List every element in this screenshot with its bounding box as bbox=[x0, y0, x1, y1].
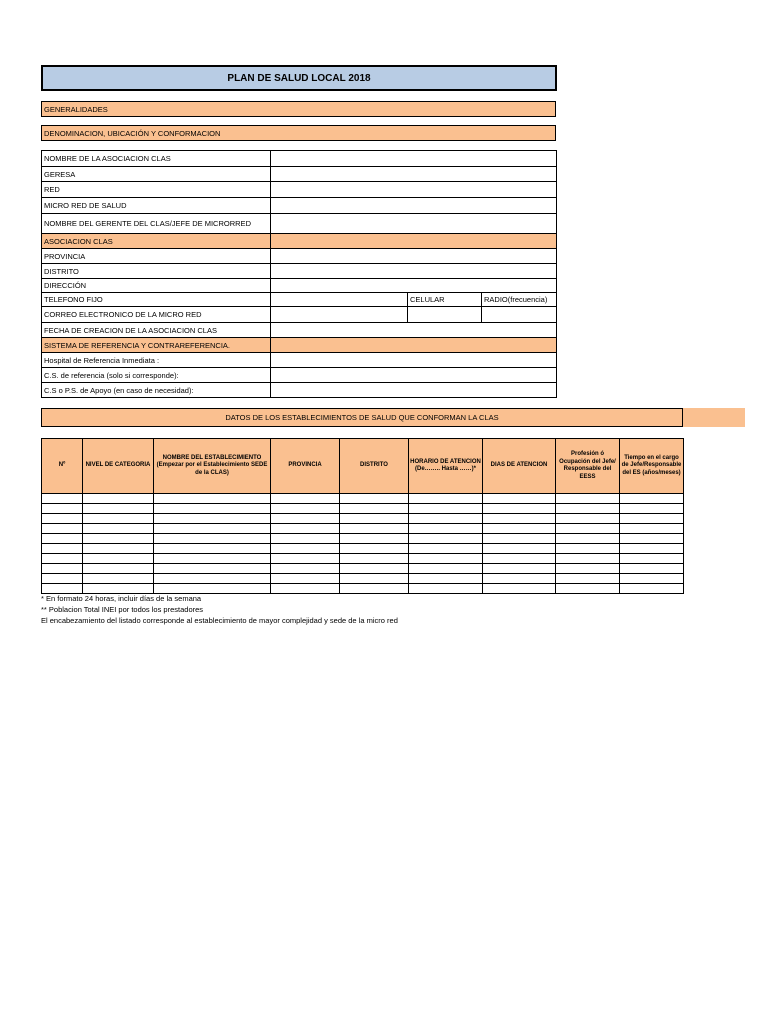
table-cell[interactable] bbox=[409, 564, 483, 574]
table-cell[interactable] bbox=[483, 514, 556, 524]
table-row bbox=[42, 544, 684, 554]
form-row bbox=[42, 264, 557, 279]
form-row-section bbox=[42, 338, 557, 353]
table-cell[interactable] bbox=[271, 504, 340, 514]
table-cell[interactable] bbox=[620, 564, 684, 574]
form-label: GERESA bbox=[42, 167, 271, 182]
col-header-nombre: NOMBRE DEL ESTABLECIMIENTO (Empezar por el Establecimiento SEDE de la CLAS) bbox=[154, 439, 271, 494]
table-cell[interactable] bbox=[42, 534, 83, 544]
table-cell[interactable] bbox=[409, 514, 483, 524]
table-row bbox=[42, 504, 684, 514]
table-cell[interactable] bbox=[483, 554, 556, 564]
table-row bbox=[42, 524, 684, 534]
table-cell[interactable] bbox=[271, 494, 340, 504]
form-value-cell[interactable] bbox=[271, 151, 557, 167]
table-cell[interactable] bbox=[42, 494, 83, 504]
table-header-row bbox=[42, 439, 684, 494]
table-cell[interactable] bbox=[340, 504, 409, 514]
form-label: MICRO RED DE SALUD bbox=[42, 198, 271, 214]
table-cell[interactable] bbox=[556, 494, 620, 504]
form-row bbox=[42, 383, 557, 398]
table-cell[interactable] bbox=[42, 504, 83, 514]
table-cell[interactable] bbox=[154, 534, 271, 544]
establecimientos-body bbox=[42, 494, 684, 594]
page-title: PLAN DE SALUD LOCAL 2018 bbox=[41, 65, 557, 91]
form-row bbox=[42, 307, 557, 323]
table-cell[interactable] bbox=[271, 554, 340, 564]
form-row bbox=[42, 249, 557, 264]
form-value-cell[interactable] bbox=[271, 353, 557, 368]
table-cell[interactable] bbox=[340, 524, 409, 534]
form-label: CORREO ELECTRONICO DE LA MICRO RED bbox=[42, 307, 271, 323]
form-value-cell[interactable] bbox=[271, 323, 557, 338]
table-cell[interactable] bbox=[42, 554, 83, 564]
table-cell[interactable] bbox=[483, 564, 556, 574]
info-form-table bbox=[41, 150, 557, 398]
form-label: RED bbox=[42, 182, 271, 198]
table-cell[interactable] bbox=[340, 584, 409, 594]
table-cell[interactable] bbox=[620, 544, 684, 554]
table-cell[interactable] bbox=[409, 574, 483, 584]
form-label: C.S o P.S. de Apoyo (en caso de necesidad): bbox=[42, 383, 271, 398]
table-cell[interactable] bbox=[154, 574, 271, 584]
table-cell[interactable] bbox=[409, 534, 483, 544]
table-cell[interactable] bbox=[340, 534, 409, 544]
table-cell[interactable] bbox=[556, 554, 620, 564]
table-cell[interactable] bbox=[556, 514, 620, 524]
table-cell[interactable] bbox=[154, 564, 271, 574]
table-cell[interactable] bbox=[271, 544, 340, 554]
form-row bbox=[42, 368, 557, 383]
table-cell[interactable] bbox=[556, 544, 620, 554]
table-cell[interactable] bbox=[83, 574, 154, 584]
section-denominacion: DENOMINACION, UBICACIÓN Y CONFORMACION bbox=[41, 125, 556, 141]
establecimientos-table bbox=[41, 438, 684, 594]
form-row bbox=[42, 198, 557, 214]
form-value-cell[interactable] bbox=[271, 338, 557, 353]
form-row bbox=[42, 323, 557, 338]
col-header-profesion: Profesión ó Ocupación del Jefe/ Responsable del EESS bbox=[556, 439, 620, 494]
table-cell[interactable] bbox=[154, 504, 271, 514]
form-value-cell[interactable] bbox=[271, 214, 557, 234]
form-row bbox=[42, 182, 557, 198]
form-value-cell[interactable] bbox=[271, 249, 557, 264]
table-cell[interactable] bbox=[83, 524, 154, 534]
form-label: Hospital de Referencia Inmediata : bbox=[42, 353, 271, 368]
table-cell[interactable] bbox=[42, 574, 83, 584]
table-cell[interactable] bbox=[83, 564, 154, 574]
table-cell[interactable] bbox=[271, 524, 340, 534]
table-cell[interactable] bbox=[556, 504, 620, 514]
footnote-poblacion: ** Poblacion Total INEI por todos los prestadores bbox=[41, 605, 204, 614]
telefono-value-cell[interactable] bbox=[271, 293, 408, 307]
form-row bbox=[42, 167, 557, 182]
table-cell[interactable] bbox=[83, 504, 154, 514]
table-cell[interactable] bbox=[83, 554, 154, 564]
form-label: PROVINCIA bbox=[42, 249, 271, 264]
form-value-cell[interactable] bbox=[271, 368, 557, 383]
table-cell[interactable] bbox=[483, 544, 556, 554]
table-cell[interactable] bbox=[483, 574, 556, 584]
table-cell[interactable] bbox=[409, 504, 483, 514]
table-cell[interactable] bbox=[556, 524, 620, 534]
table-cell[interactable] bbox=[620, 494, 684, 504]
table-cell[interactable] bbox=[620, 504, 684, 514]
table-cell[interactable] bbox=[271, 574, 340, 584]
table-row bbox=[42, 564, 684, 574]
table-cell[interactable] bbox=[42, 584, 83, 594]
table-cell[interactable] bbox=[340, 554, 409, 564]
table-cell[interactable] bbox=[83, 534, 154, 544]
form-label: DIRECCIÓN bbox=[42, 279, 271, 293]
table-cell[interactable] bbox=[620, 554, 684, 564]
celular-label: CELULAR bbox=[408, 293, 482, 307]
table-cell[interactable] bbox=[340, 574, 409, 584]
table-cell[interactable] bbox=[42, 514, 83, 524]
table-cell[interactable] bbox=[620, 584, 684, 594]
table-cell[interactable] bbox=[556, 584, 620, 594]
form-row-telefono bbox=[42, 293, 557, 307]
table-cell[interactable] bbox=[409, 554, 483, 564]
form-row-section bbox=[42, 234, 557, 249]
table-cell[interactable] bbox=[483, 504, 556, 514]
col-header-nivel: NIVEL DE CATEGORIA bbox=[83, 439, 154, 494]
form-value-cell[interactable] bbox=[271, 279, 557, 293]
form-row bbox=[42, 353, 557, 368]
table-cell[interactable] bbox=[556, 564, 620, 574]
table-cell[interactable] bbox=[340, 494, 409, 504]
form-label: NOMBRE DEL GERENTE DEL CLAS/JEFE DE MICRORRED bbox=[42, 214, 271, 234]
form-label: C.S. de referencia (solo si corresponde): bbox=[42, 368, 271, 383]
footnote-encabezamiento: El encabezamiento del listado corresponde al establecimiento de mayor complejidad y sede de la micro red bbox=[41, 616, 398, 625]
radio-value-cell[interactable] bbox=[482, 307, 557, 323]
table-cell[interactable] bbox=[83, 584, 154, 594]
form-row bbox=[42, 151, 557, 167]
form-value-cell[interactable] bbox=[271, 198, 557, 214]
table-cell[interactable] bbox=[340, 564, 409, 574]
table-cell[interactable] bbox=[620, 574, 684, 584]
celular-value-cell[interactable] bbox=[408, 307, 482, 323]
table-cell[interactable] bbox=[271, 564, 340, 574]
radio-label: RADIO(frecuencia) bbox=[482, 293, 557, 307]
footnote-formato: * En formato 24 horas, incluir días de la semana bbox=[41, 594, 202, 603]
table-row bbox=[42, 574, 684, 584]
form-row bbox=[42, 279, 557, 293]
table-cell[interactable] bbox=[620, 524, 684, 534]
table-cell[interactable] bbox=[154, 494, 271, 504]
form-label: DISTRITO bbox=[42, 264, 271, 279]
table-cell[interactable] bbox=[556, 534, 620, 544]
form-value-cell[interactable] bbox=[271, 167, 557, 182]
col-header-dias: DIAS DE ATENCION bbox=[483, 439, 556, 494]
table-cell[interactable] bbox=[42, 544, 83, 554]
table-cell[interactable] bbox=[154, 514, 271, 524]
table-cell[interactable] bbox=[83, 494, 154, 504]
col-header-provincia: PROVINCIA bbox=[271, 439, 340, 494]
table-cell[interactable] bbox=[409, 524, 483, 534]
table-cell[interactable] bbox=[271, 514, 340, 524]
table-cell[interactable] bbox=[483, 534, 556, 544]
table-cell[interactable] bbox=[409, 584, 483, 594]
col-header-distrito: DISTRITO bbox=[340, 439, 409, 494]
table-row bbox=[42, 514, 684, 524]
col-header-numero: Nº bbox=[42, 439, 83, 494]
table-cell[interactable] bbox=[154, 554, 271, 564]
col-header-tiempo: Tiempo en el cargo de Jefe/Responsable del ES (años/meses) bbox=[620, 439, 684, 494]
table-cell[interactable] bbox=[620, 534, 684, 544]
form-label: NOMBRE DE LA ASOCIACION CLAS bbox=[42, 151, 271, 167]
table-cell[interactable] bbox=[340, 544, 409, 554]
form-label: FECHA DE CREACION DE LA ASOCIACION CLAS bbox=[42, 323, 271, 338]
table-cell[interactable] bbox=[271, 584, 340, 594]
form-value-cell[interactable] bbox=[271, 264, 557, 279]
table-cell[interactable] bbox=[154, 544, 271, 554]
datos-section-title: DATOS DE LOS ESTABLECIMIENTOS DE SALUD QUE CONFORMAN LA CLAS bbox=[41, 408, 683, 427]
form-value-cell[interactable] bbox=[271, 383, 557, 398]
form-value-cell[interactable] bbox=[271, 307, 408, 323]
form-value-cell[interactable] bbox=[271, 234, 557, 249]
table-row bbox=[42, 554, 684, 564]
table-row bbox=[42, 584, 684, 594]
table-cell[interactable] bbox=[154, 524, 271, 534]
table-row bbox=[42, 534, 684, 544]
table-cell[interactable] bbox=[620, 514, 684, 524]
form-label: SISTEMA DE REFERENCIA Y CONTRAREFERENCIA. bbox=[42, 338, 271, 353]
table-cell[interactable] bbox=[154, 584, 271, 594]
table-cell[interactable] bbox=[42, 524, 83, 534]
table-cell[interactable] bbox=[409, 494, 483, 504]
table-cell[interactable] bbox=[483, 524, 556, 534]
table-cell[interactable] bbox=[409, 544, 483, 554]
table-cell[interactable] bbox=[483, 494, 556, 504]
form-row bbox=[42, 214, 557, 234]
col-header-horario: HORARIO DE ATENCION (De…….. Hasta ……)* bbox=[409, 439, 483, 494]
form-label: ASOCIACION CLAS bbox=[42, 234, 271, 249]
table-cell[interactable] bbox=[42, 564, 83, 574]
table-cell[interactable] bbox=[340, 514, 409, 524]
table-row bbox=[42, 494, 684, 504]
form-label: TELEFONO FIJO bbox=[42, 293, 271, 307]
datos-section-extension bbox=[683, 408, 745, 427]
table-cell[interactable] bbox=[271, 534, 340, 544]
form-value-cell[interactable] bbox=[271, 182, 557, 198]
section-generalidades: GENERALIDADES bbox=[41, 101, 556, 117]
table-cell[interactable] bbox=[556, 574, 620, 584]
table-cell[interactable] bbox=[83, 514, 154, 524]
table-cell[interactable] bbox=[483, 584, 556, 594]
table-cell[interactable] bbox=[83, 544, 154, 554]
